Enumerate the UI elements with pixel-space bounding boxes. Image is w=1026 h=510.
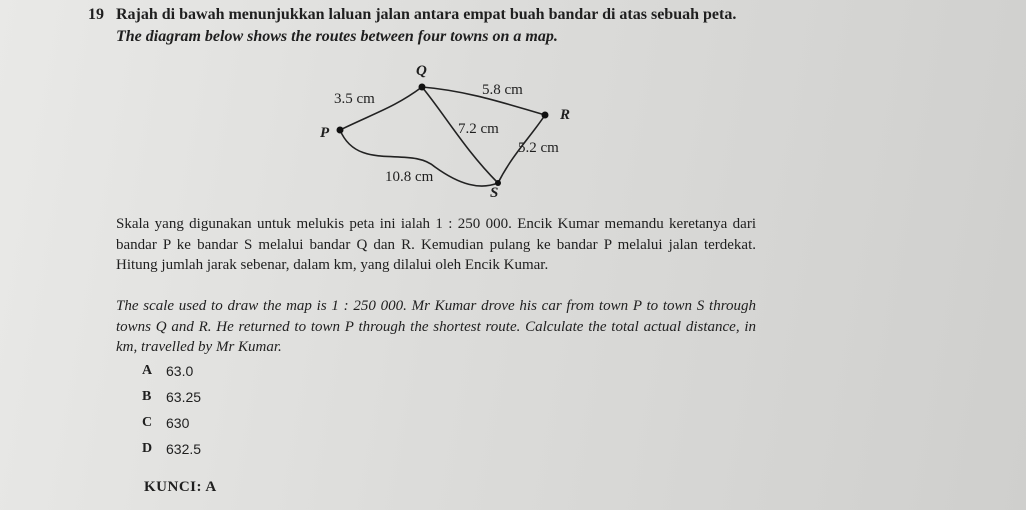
problem-text-english: The scale used to draw the map is 1 : 250 000. Mr Kumar drove his car from town P to town S through towns Q and R. He returned to town P through the shortest route. Calculate the total actual distance, in km, travelled by Mr Kumar. <box>116 298 756 355</box>
option-value: 63.0 <box>166 363 194 379</box>
option-d[interactable] <box>142 436 201 462</box>
distance-qs-label: 7.2 cm <box>458 121 499 137</box>
answer-key: KUNCI: A <box>144 479 217 495</box>
option-value: 63.25 <box>166 389 202 405</box>
town-r-label: R <box>560 107 571 123</box>
town-q-label: Q <box>416 63 427 79</box>
option-a[interactable] <box>142 358 201 384</box>
route-map-svg <box>300 55 660 215</box>
town-p-label: P <box>320 125 330 141</box>
problem-text-malay: Skala yang digunakan untuk melukis peta ini ialah 1 : 250 000. Encik Kumar memandu keretanya dari bandar P ke bandar S melalui bandar Q dan R. Kemudian pulang ke bandar P melalui jalan terdekat. Hitung jumlah jarak sebenar, dalam km, yang dilalui oleh Encik Kumar. <box>116 216 756 273</box>
option-value: 630 <box>166 415 190 431</box>
option-letter: D <box>142 441 153 456</box>
town-q-dot <box>419 84 426 91</box>
distance-pq-label: 3.5 cm <box>334 91 375 107</box>
option-b[interactable] <box>142 384 201 410</box>
option-c[interactable] <box>142 410 201 436</box>
option-letter: A <box>142 363 153 378</box>
option-letter: B <box>142 389 152 404</box>
town-p-dot <box>337 127 344 134</box>
question-title-english: The diagram below shows the routes between four towns on a map. <box>116 28 558 45</box>
question-number: 19 <box>88 6 104 23</box>
distance-qr-label: 5.8 cm <box>482 82 523 98</box>
town-s-label: S <box>490 185 499 201</box>
distance-ps-label: 10.8 cm <box>385 169 434 185</box>
route-map-diagram <box>300 55 660 215</box>
answer-options <box>142 358 201 462</box>
option-letter: C <box>142 415 153 430</box>
option-value: 632.5 <box>166 441 202 457</box>
town-r-dot <box>542 112 549 119</box>
distance-rs-label: 5.2 cm <box>518 140 559 156</box>
question-title-malay: Rajah di bawah menunjukkan laluan jalan antara empat buah bandar di atas sebuah peta. <box>116 6 737 23</box>
